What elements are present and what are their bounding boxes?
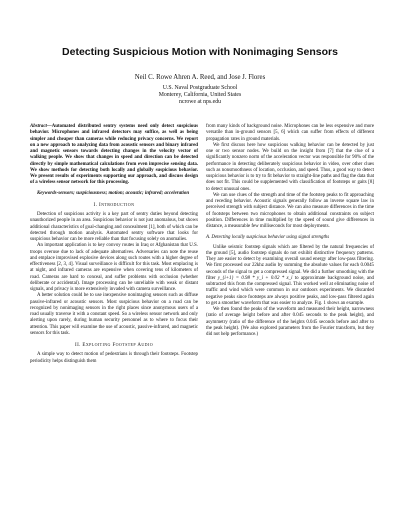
- abstract-body: Automated distributed sentry systems need only detect suspicious behavior. Microphones and infrared detectors may suffice, as well as being simpler and cheaper than cameras while reducing privacy concerns. We report on a new approach to analyzing data from acoustic sensors and binary infrared and magnetic sensors towards detecting changes in the velocity vector of walking people. We show that changes in speed and direction can be detected directly by simple mathematical calculations from even imprecise sensing data. We show methods for detecting both locally and globally suspicious behavior. We present results of experiments supporting our approach, and discuss design of a wireless sensor network for this processing.: [30, 124, 198, 186]
- keywords-body: suspiciousness; motion; acoustic; infrared; acceleration: [74, 190, 190, 196]
- right-paragraph-4-b: to approximate background noise, and subtracted this from the compressed signal. This worked well at eliminating noise of traffic and wind which were common in our outdoors experiments. We discarded negative peaks since footsteps are always positive peaks, and low-pass filtered again to get a smoother waveform that was easier to analyze. Fig. 1 shows an example.: [206, 275, 374, 306]
- affiliation-location: Monterey, California, United States: [158, 92, 242, 98]
- keywords-lead: Keywords-sensors;: [37, 190, 75, 196]
- paper-title: Detecting Suspicious Motion with Nonimaging Sensors: [62, 46, 338, 58]
- keywords: [30, 191, 198, 197]
- right-paragraph-1: from many kinds of background noise. Microphones can be less expensive and more versatile than in-ground sensors [5, 6] which can suffer from effects of different propagation rates in ground materials.: [206, 124, 374, 142]
- right-paragraph-4: [206, 245, 374, 308]
- right-paragraph-5: We then found the peaks of the waveform and measured their height, narrowness (ratio of average height before and after 0.045 seconds to the peak height), and asymmetry (ratio of the difference of the heights 0.045 seconds before and after to the peak height). (We also explored parameters from the Fourier transform, but they did not help performance.): [206, 307, 374, 337]
- section-heading-introduction: I. Introduction: [93, 202, 135, 208]
- left-column: [30, 124, 198, 365]
- subsection-heading-a: A. Detecting locally suspicious behavior using signal strengths: [206, 235, 330, 241]
- section-heading-footstep-audio: II. Exploiting Footstep Audio: [75, 343, 153, 348]
- right-column: [206, 124, 374, 338]
- footstep-paragraph-1: A simple way to detect motion of pedestrians is through their footsteps. Footstep periodicity helps distinguish them: [30, 352, 198, 364]
- intro-paragraph-3: A better solution could be to use inexpensive nonimaging sensors such as diffuse passive-infrared or acoustic sensors. Most suspicious behavior on a road can be recognized by nonimaging sensors in the right places since anonymous users of a road usually traverse it with a constant speed. So a wireless sensor network and only alerting upon rarely, during human security personnel as to where to focus their attention. This paper will examine the use of acoustic, passive-infrared, and magnetic sensors for this task.: [30, 293, 198, 336]
- affiliation-email: ncrowe at nps.edu: [178, 99, 221, 105]
- right-paragraph-4-a: Unlike seismic footstep signals which are filtered by the natural frequencies of the ground [5], audio footstep signals do not exhibit distinctive frequency patterns. They are easier to detect by examining overall sound energy after low-pass filtering. We first processed our 22khz audio by summing the absolute values for each 0.0045 seconds of the signal to get a compressed signal. We did a further smoothing with the filter: [206, 244, 374, 281]
- abstract: [30, 124, 198, 187]
- paper-authors: Neil C. Rowe Ahren A. Reed, and Jose J. Flores: [134, 74, 266, 81]
- abstract-lead: Abstract—: [30, 124, 52, 129]
- right-paragraph-2: We first discuss here how suspicious walking behavior can be detected by just one or two sensor nodes. We build on the insight from [7] that the clue of a significantly nonzero norm of the acceleration vector was responsible for 90% of the performance in detecting deliberately suspicious behavior in video, over other clues such as nonsmoothness of location, occlusion, and speed. Thus, a good way to detect suspicious behavior is to try to fit behavior to straight-line paths and flag the data that does not fit. This could be supplemented with classification of footsteps or gaits [8] to detect unusual ones.: [206, 142, 374, 192]
- intro-paragraph-1: Detection of suspicious activity is a key part of sentry duties beyond detecting unauthorized people in an area. Suspicious behavior is not just anomalous, but shows additional characteristics of goal-changing and concealment [1], both of which can be detected through motion analysis. Automated sentry software that looks for suspicious behavior can be more reliable than that focusing solely on anomalies.: [30, 212, 198, 242]
- smoothing-equation: y_{i+1} = 0.98 * y_i + 0.02 * x_i: [217, 275, 293, 281]
- right-paragraph-3: We can use clues of the strength and time of the footstep peaks to fit approaching and receding behavior. Acoustic signals generally follow an inverse square law in perceived strength with subject distance. We can also measure differences in the time of footsteps between two microphones to obtain additional constraints on subject position. Differences in time multiplied by the speed of sound give differences in distance, a measurable few milliseconds for most deployments.: [206, 192, 374, 229]
- affiliation-institution: U.S. Naval Postgraduate School: [162, 85, 238, 91]
- intro-paragraph-2: An important application is to key convoy routes in Iraq or Afghanistan that U.S. troops overuse due to lack of adequate alternatives. Adversaries can note the reuse and emplace improvised explosive devices along such routes with a higher degree of effectiveness [2, 3, 4]. Visual surveillance is difficult for this task. Most emplacing is at night, and infrared cameras are expensive when covering tens of kilometers of road. Cameras are hard to conceal, and suffer problems with occlusion (whether deliberate or accidental). Image processing can be unreliable with weak or distant signals, and privacy is more extensively invaded with camera surveillance.: [30, 243, 198, 292]
